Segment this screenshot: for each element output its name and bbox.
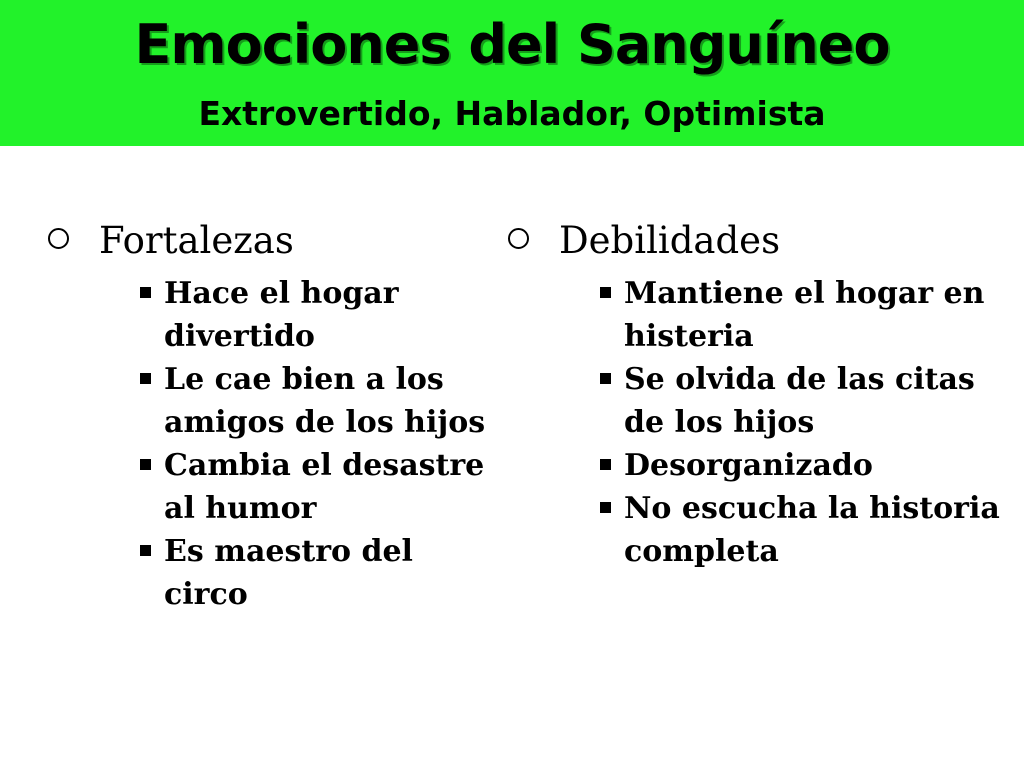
list-item-text: Hace el hogar divertido [164, 276, 399, 354]
list-item-text: Desorganizado [624, 448, 873, 483]
list-item-text: Se olvida de las citas de los hijos [624, 362, 975, 440]
slide-subtitle: Extrovertido, Hablador, Optimista [198, 94, 826, 133]
hollow-circle-icon [508, 228, 529, 249]
weaknesses-heading-row [508, 218, 1008, 268]
list-item [140, 272, 498, 358]
list-item-text: Es maestro del circo [164, 534, 413, 612]
list-item [140, 444, 498, 530]
strengths-column [48, 218, 498, 616]
filled-square-icon [600, 502, 611, 513]
list-item [140, 358, 498, 444]
weaknesses-column [508, 218, 1008, 573]
filled-square-icon [140, 373, 151, 384]
filled-square-icon [600, 373, 611, 384]
list-item-text: Mantiene el hogar en histeria [624, 276, 985, 354]
list-item [600, 358, 1008, 444]
header-banner [0, 0, 1024, 146]
list-item [140, 530, 498, 616]
hollow-circle-icon [48, 228, 69, 249]
weaknesses-heading: Debilidades [559, 219, 781, 262]
strengths-list [140, 272, 498, 616]
list-item [600, 444, 1008, 487]
strengths-heading-row [48, 218, 498, 268]
slide-title: Emociones del Sanguíneo [134, 13, 890, 76]
list-item-text: Cambia el desastre al humor [164, 448, 485, 526]
filled-square-icon [600, 459, 611, 470]
filled-square-icon [140, 459, 151, 470]
strengths-heading: Fortalezas [99, 219, 294, 262]
weaknesses-list [600, 272, 1008, 573]
filled-square-icon [140, 287, 151, 298]
filled-square-icon [600, 287, 611, 298]
list-item [600, 487, 1008, 573]
list-item [600, 272, 1008, 358]
filled-square-icon [140, 545, 151, 556]
list-item-text: No escucha la historia completa [624, 491, 1000, 569]
list-item-text: Le cae bien a los amigos de los hijos [164, 362, 486, 440]
